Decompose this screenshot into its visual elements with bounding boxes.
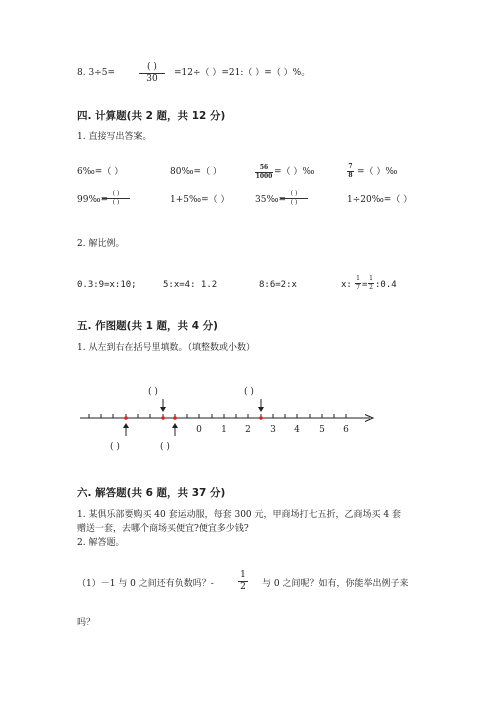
tick-label-4: 4 — [294, 425, 300, 435]
tick-label-6: 6 — [343, 425, 349, 435]
calc-56-1000-rest: =（ ）‰ — [274, 167, 315, 177]
section6-sub1-part-c: 吗？ — [77, 618, 96, 628]
tick-label-1: 1 — [221, 425, 227, 435]
q8-fraction-denominator: 30 — [146, 74, 158, 84]
ratio-b: 5:x=4: 1.2 — [163, 280, 218, 290]
section5-title: 五. 作图题(共 1 题，共 4 分) — [77, 320, 218, 332]
blank-bracket-top-2: ( ) — [244, 387, 254, 397]
fraction-numerator: 1 — [238, 571, 248, 582]
marker-point-4 — [259, 416, 263, 420]
fraction-numerator: 7 — [348, 163, 353, 170]
fraction-denominator: 2 — [240, 582, 246, 592]
section5-q1: 1. 从左到右在括号里填数。（填整数或小数） — [77, 343, 255, 353]
blank-bracket-bottom-2: ( ) — [160, 442, 170, 452]
arrow-up-1-head — [123, 423, 129, 428]
calc-80-permille: 80‰=（ ） — [170, 167, 222, 177]
ratio-d-suffix: :0.4 — [375, 280, 397, 290]
ratio-c: 8:6=2:x — [259, 280, 297, 290]
section6-q1-line2: 赠送一套，去哪个商场买便宜?便宜多少钱? — [77, 524, 249, 534]
section6-title: 六. 解答题(共 6 题，共 37 分) — [77, 487, 226, 499]
fraction-numerator: 56 — [255, 165, 273, 173]
calc-6-permille: 6‰=（ ） — [77, 167, 124, 177]
calc-35-permille: 35‰= — [255, 195, 287, 205]
q8-prefix: 8. 3÷5= — [77, 68, 115, 78]
fraction-numerator: 1 — [369, 275, 373, 282]
fraction-denominator: 1000 — [255, 173, 273, 180]
number-line-labels — [196, 425, 349, 435]
section6-sub1-fraction — [238, 571, 248, 592]
section6-q2: 2. 解答题。 — [77, 538, 125, 548]
fraction-numerator: ( ) — [102, 191, 130, 199]
calc-7-8-rest: =（ ）‰ — [357, 167, 398, 177]
arrow-up-2-head — [172, 423, 178, 428]
ratio-d-prefix: x: — [341, 280, 352, 290]
section4-q2: 2. 解比例。 — [77, 239, 125, 249]
fraction-denominator: 2 — [369, 284, 373, 291]
marker-point-3 — [173, 416, 177, 420]
q8-fraction-numerator: ( ) — [139, 63, 165, 74]
section6-sub1-part-b: 与 0 之间呢？如有，你能举出例子来 — [262, 579, 409, 589]
section6-q1-line1: 1. 某俱乐部要购买 40 套运动服，每套 300 元，甲商场打七五折，乙商场买 4 套 — [77, 510, 401, 520]
tick-label-0: 0 — [196, 425, 202, 435]
fraction-denominator: ( ) — [290, 199, 298, 206]
fraction-numerator: ( ) — [280, 191, 308, 199]
arrow-down-1-head — [160, 407, 166, 412]
section4-title: 四. 计算题(共 2 题，共 12 分) — [77, 110, 226, 122]
section4-q1: 1. 直接写出答案。 — [77, 132, 152, 142]
fraction-denominator: 7 — [356, 284, 360, 291]
fraction-numerator: 1 — [356, 275, 360, 282]
tick-label-2: 2 — [245, 425, 251, 435]
q8-rest: =12÷（ ）=21:（ ）=（ ）%。 — [174, 68, 311, 78]
blank-bracket-bottom-1: ( ) — [110, 442, 120, 452]
fraction-denominator: 8 — [348, 172, 353, 179]
marker-point-2 — [161, 416, 165, 420]
section6-sub1-part-a: （1）－1 与 0 之间还有负数吗？- — [77, 579, 214, 589]
blank-bracket-top-1: ( ) — [148, 387, 158, 397]
tick-label-3: 3 — [270, 425, 276, 435]
calc-1-plus-5-permille: 1+5‰=（ ） — [170, 195, 230, 205]
calc-99-permille: 99‰= — [77, 195, 109, 205]
marker-point-1 — [124, 416, 128, 420]
ratio-a: 0.3:9=x:10; — [77, 280, 137, 290]
arrow-down-2-head — [258, 407, 264, 412]
fraction-denominator: ( ) — [112, 199, 120, 206]
ratio-d-equals: = — [362, 280, 368, 290]
calc-1-div-20-permille: 1÷20‰=（ ） — [347, 195, 413, 205]
tick-label-5: 5 — [319, 425, 325, 435]
